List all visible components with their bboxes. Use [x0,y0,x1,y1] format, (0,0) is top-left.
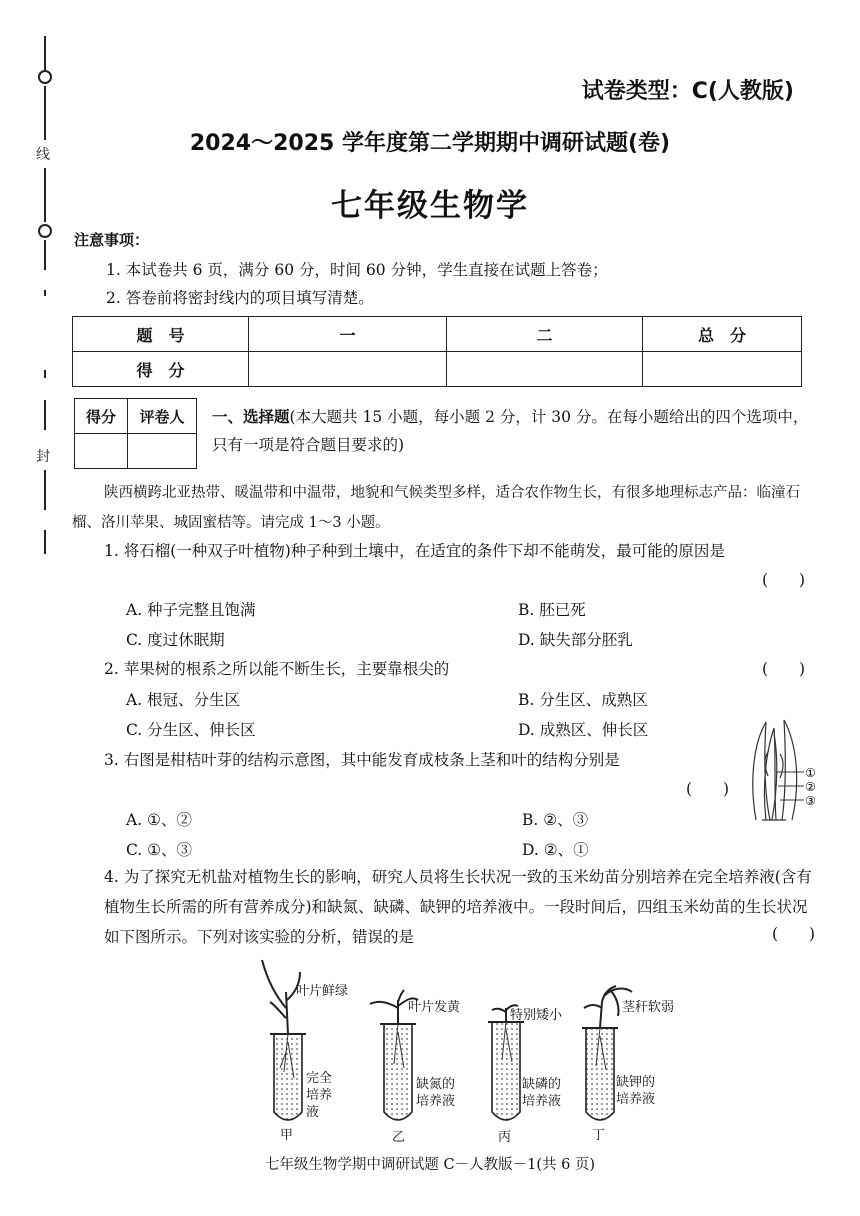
grader-name-cell[interactable] [128,434,197,469]
question-2-answer-blank[interactable]: ( ) [762,660,806,678]
subject-title: 七年级生物学 [331,188,529,224]
question-4-stem: 4. 为了探究无机盐对植物生长的影响，研究人员将生长状况一致的玉米幼苗分别培养在完全培养液(含有植物生长所需的所有营养成分)和缺氮、缺磷、缺钾的培养液中。一段时间后，四组玉米幼苗的生长状况如下图所示。下列对该实验的分析，错误的是 [104,868,812,946]
option-1d: D. 缺失部分胚乳 [518,631,633,649]
tube-bing-liquid: 缺磷的培养液 [522,1077,562,1109]
score-header-part1: 一 [249,317,447,352]
option-2c: C. 分生区、伸长区 [126,721,256,739]
score-cell-part1[interactable] [249,352,447,387]
leaf-bud-figure [742,716,826,824]
tube-bing-label: 丙 [498,1130,512,1145]
tube-ding-note: 茎秆软弱 [622,1000,675,1015]
exam-title: 2024～2025 学年度第二学期期中调研试题(卷) [189,131,671,156]
question-1-answer-blank[interactable]: ( ) [762,571,806,589]
score-table [72,316,802,387]
tube-jia-note: 叶片鲜绿 [296,984,349,999]
tube-yi-label: 乙 [392,1130,406,1145]
score-row-label: 得 分 [73,352,249,387]
tube-bing-note: 特别矮小 [510,1008,563,1023]
tube-ding-label: 丁 [592,1128,606,1143]
tube-ding-liquid: 缺钾的培养液 [616,1075,656,1107]
section-title: 一、选择题 [212,408,290,426]
notice-item: 2. 答卷前将密封线内的项目填写清楚。 [106,289,374,307]
figure-label-3: ③ [805,794,816,808]
tube-yi-liquid: 缺氮的培养液 [416,1077,456,1109]
page-footer: 七年级生物学期中调研试题 C－人教版－1(共 6 页) [264,1157,596,1173]
grader-name-label: 评卷人 [128,399,197,434]
question-3-stem: 3. 右图是柑桔叶芽的结构示意图，其中能发育成枝条上茎和叶的结构分别是 [104,751,620,769]
score-cell-part2[interactable] [447,352,643,387]
question-1-stem: 1. 将石榴(一种双子叶植物)种子种到土壤中，在适宜的条件下却不能萌发，最可能的原因是 [104,542,725,560]
section-heading [212,403,812,459]
score-header-question-no: 题 号 [73,317,249,352]
question-3-answer-blank[interactable]: ( ) [686,780,730,798]
option-1b: B. 胚已死 [518,601,586,619]
score-header-total: 总 分 [643,317,802,352]
tube-jia-label: 甲 [280,1128,294,1143]
figure-label-1: ① [805,766,816,780]
notice-item: 1. 本试卷共 6 页，满分 60 分，时间 60 分钟，学生直接在试题上答卷； [106,261,608,279]
figure-label-2: ② [805,780,816,794]
bud-outer-leaf-left [753,722,770,820]
grader-score-cell[interactable] [75,434,128,469]
grader-box [74,398,197,469]
margin-circle [38,70,52,84]
culture-experiment-figure [240,952,680,1145]
bud-outer-leaf-right [782,720,797,820]
question-context: 陕西横跨北亚热带、暖温带和中温带，地貌和气候类型多样，适合农作物生长，有很多地理标志产品：临潼石榴、洛川苹果、城固蜜桔等。请完成 1～3 小题。 [72,485,800,531]
grader-score-label: 得分 [75,399,128,434]
notice-heading: 注意事项： [74,231,150,249]
option-3a: A. ①、② [126,811,192,829]
paper-type: 试卷类型：C(人教版) [581,79,794,104]
question-2-stem: 2. 苹果树的根系之所以能不断生长，主要靠根尖的 [104,660,450,678]
option-3b: B. ②、③ [522,811,589,829]
margin-mark-feng: 封 [36,449,50,465]
section-description: (本大题共 15 小题，每小题 2 分，计 30 分。在每小题给出的四个选项中，只有一项是符合题目要求的) [212,408,809,454]
question-4-answer-blank[interactable]: ( ) [772,925,816,943]
option-3c: C. ①、③ [126,841,193,859]
option-1c: C. 度过休眠期 [126,631,225,649]
tube-jia-liquid: 完全培养液 [306,1071,333,1120]
tube-yi-note: 叶片发黄 [408,1000,461,1015]
bud-primordium-right [780,754,783,778]
score-cell-total[interactable] [643,352,802,387]
margin-circle [38,224,52,238]
option-2b: B. 分生区、成熟区 [518,691,648,709]
margin-mark-xian: 线 [36,147,50,163]
option-1a: A. 种子完整且饱满 [126,601,256,619]
option-2d: D. 成熟区、伸长区 [518,721,649,739]
option-3d: D. ②、① [522,841,589,859]
option-2a: A. 根冠、分生区 [126,691,241,709]
score-header-part2: 二 [447,317,643,352]
